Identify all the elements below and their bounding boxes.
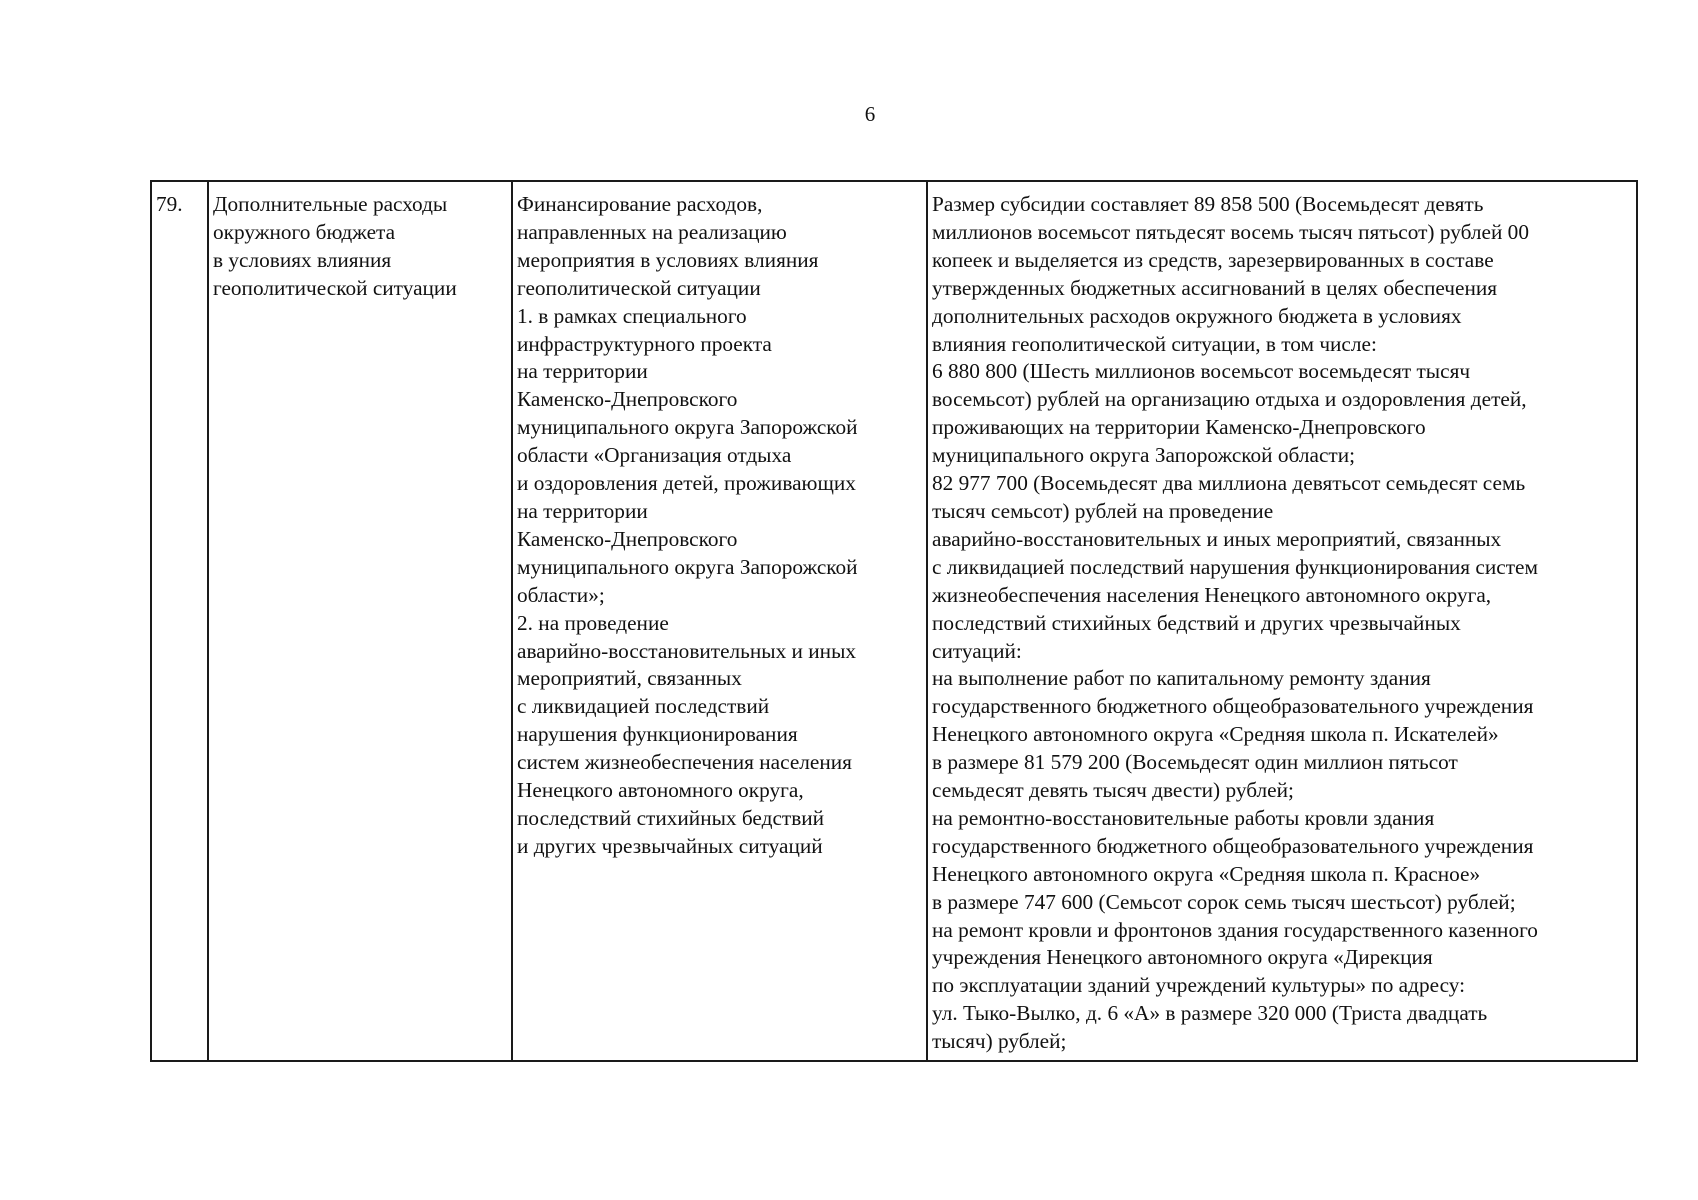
- text-line: Финансирование расходов,: [517, 192, 763, 216]
- text-line: ул. Тыко-Вылко, д. 6 «А» в размере 320 000 (Триста двадцать: [932, 1001, 1488, 1026]
- text-line: геополитической ситуации: [517, 275, 761, 300]
- text-line: Ненецкого автономного округа,: [517, 778, 804, 803]
- text-line: мероприятия в условиях влияния: [517, 247, 819, 272]
- text-line: Каменско-Днепровского: [517, 387, 738, 412]
- text-line: на ремонт кровли и фронтонов здания государственного казенного: [932, 917, 1538, 942]
- text-line: миллионов восемьсот пятьдесят восемь тысяч пятьсот) рублей 00: [932, 219, 1529, 244]
- text-line: влияния геополитической ситуации, в том числе:: [932, 331, 1377, 356]
- text-line: на территории: [517, 498, 648, 523]
- text-line: и оздоровления детей, проживающих: [517, 471, 856, 496]
- text-line: окружного бюджета: [213, 219, 396, 244]
- row-number: 79.: [156, 192, 183, 216]
- text-line: на территории: [517, 359, 648, 384]
- text-line: 82 977 700 (Восемьдесят два миллиона девятьсот семьдесят семь: [932, 471, 1526, 496]
- text-line: муниципального округа Запорожской области;: [932, 443, 1356, 468]
- text-line: и других чрезвычайных ситуаций: [517, 833, 823, 858]
- text-line: тысяч) рублей;: [932, 1029, 1067, 1054]
- text-line: 6 880 800 (Шесть миллионов восемьсот восемьдесят тысяч: [932, 359, 1471, 384]
- text-line: муниципального округа Запорожской: [517, 415, 858, 440]
- text-line: государственного бюджетного общеобразовательного учреждения: [932, 694, 1534, 719]
- text-line: Каменско-Днепровского: [517, 526, 738, 551]
- text-line: в условиях влияния: [213, 247, 392, 272]
- text-line: Ненецкого автономного округа «Средняя школа п. Искателей»: [932, 722, 1499, 747]
- text-line: аварийно-восстановительных и иных мероприятий, связанных: [932, 526, 1502, 551]
- text-line: жизнеобеспечения населения Ненецкого автономного округа,: [932, 582, 1492, 607]
- text-line: 1. в рамках специального: [517, 303, 747, 328]
- text-line: на выполнение работ по капитальному ремонту здания: [932, 666, 1431, 691]
- text-line: последствий стихийных бедствий: [517, 805, 825, 830]
- text-line: государственного бюджетного общеобразовательного учреждения: [932, 833, 1534, 858]
- text-line: утвержденных бюджетных ассигнований в целях обеспечения: [932, 275, 1498, 300]
- subsidy-table: [150, 180, 1638, 1062]
- text-line: области «Организация отдыха: [517, 443, 792, 468]
- text-line: мероприятий, связанных: [517, 666, 742, 691]
- text-line: муниципального округа Запорожской: [517, 554, 858, 579]
- text-line: систем жизнеобеспечения населения: [517, 750, 852, 775]
- text-line: области»;: [517, 582, 605, 607]
- table-row: [151, 181, 1637, 1061]
- text-line: инфраструктурного проекта: [517, 331, 772, 356]
- text-line: семьдесят девять тысяч двести) рублей;: [932, 778, 1294, 803]
- text-line: копеек и выделяется из средств, зарезервированных в составе: [932, 247, 1494, 272]
- page-number: 6: [864, 102, 876, 126]
- text-line: 2. на проведение: [517, 610, 669, 635]
- text-line: в размере 81 579 200 (Восемьдесят один миллион пятьсот: [932, 750, 1458, 775]
- text-line: тысяч семьсот) рублей на проведение: [932, 498, 1274, 523]
- text-line: Размер субсидии составляет 89 858 500 (Восемьдесят девять: [932, 192, 1484, 216]
- text-line: учреждения Ненецкого автономного округа «Дирекция: [932, 945, 1433, 970]
- text-line: последствий стихийных бедствий и других чрезвычайных: [932, 610, 1461, 635]
- text-line: дополнительных расходов окружного бюджета в условиях: [932, 303, 1462, 328]
- text-line: Дополнительные расходы: [213, 192, 448, 216]
- text-line: проживающих на территории Каменско-Днепровского: [932, 415, 1426, 440]
- text-line: аварийно-восстановительных и иных: [517, 638, 857, 663]
- text-line: с ликвидацией последствий нарушения функционирования систем: [932, 554, 1538, 579]
- text-line: ситуаций:: [932, 638, 1022, 663]
- text-line: направленных на реализацию: [517, 219, 787, 244]
- text-line: на ремонтно-восстановительные работы кровли здания: [932, 805, 1435, 830]
- text-line: по эксплуатации зданий учреждений культуры» по адресу:: [932, 973, 1466, 998]
- row-number-cell: [151, 181, 208, 1061]
- text-line: Ненецкого автономного округа «Средняя школа п. Красное»: [932, 861, 1481, 886]
- text-line: нарушения функционирования: [517, 722, 798, 747]
- text-line: в размере 747 600 (Семьсот сорок семь тысяч шестьсот) рублей;: [932, 889, 1516, 914]
- expense-name-cell: [208, 181, 512, 1061]
- text-line: геополитической ситуации: [213, 275, 457, 300]
- subsidy-detail-cell: [927, 181, 1637, 1061]
- text-line: восемьсот) рублей на организацию отдыха и оздоровления детей,: [932, 387, 1527, 412]
- purpose-cell: [512, 181, 927, 1061]
- text-line: с ликвидацией последствий: [517, 694, 770, 719]
